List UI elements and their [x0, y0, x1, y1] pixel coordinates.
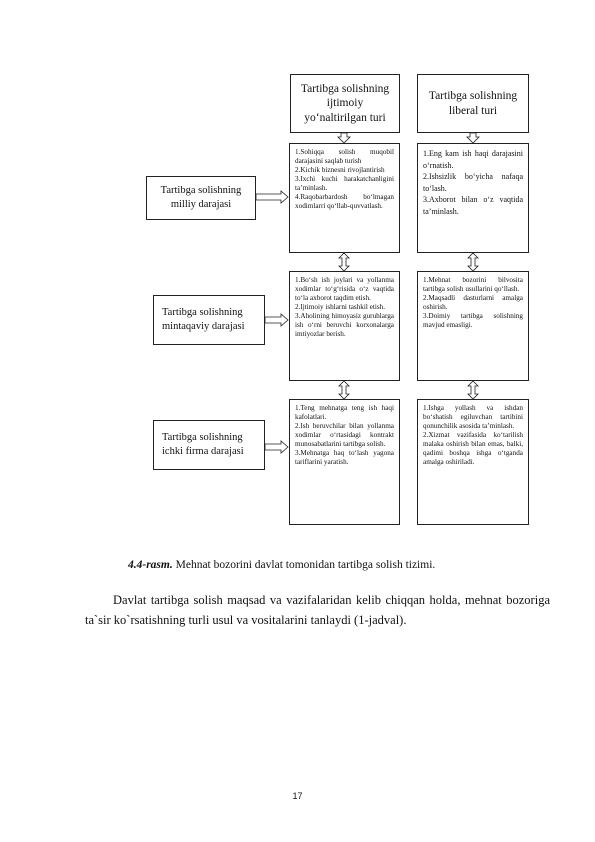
- cell-item: 2.Xizmat vazifasida ko‘tarilish malaka oshirish bilan emas, balki, qadimi boshqa ishga o‘tganda amalga oshiriladi.: [423, 431, 523, 466]
- arrow-right-regional: [265, 314, 288, 326]
- cell-item: 1.Ishga yollash va ishdan bo‘shatish egiluvchan tartibini qonunchilik asosida ta’minlash.: [423, 404, 523, 430]
- arrow-updown-liberal-1: [468, 253, 478, 271]
- figure-caption: [128, 559, 435, 571]
- level-national-text: Tartibga solishning milliy darajasi: [160, 185, 242, 210]
- header-social-type: [290, 74, 400, 133]
- arrow-right-firm: [265, 441, 288, 453]
- cell-national-social: [289, 143, 400, 253]
- cell-item: 3.Doimiy tartibga solishning mavjud emasligi.: [423, 312, 523, 329]
- header-social-text: Tartibga solishning ijtimoiy yo‘naltirilgan turi: [300, 82, 390, 124]
- cell-regional-liberal: [417, 271, 529, 381]
- figure-title: Mehnat bozorini davlat tomonidan tartibga solish tizimi.: [175, 559, 436, 571]
- arrow-down-social: [338, 133, 350, 143]
- arrow-updown-social-1: [339, 253, 349, 271]
- cell-item: 3.Ixchi kuchi harakatchanligini ta’minlash.: [295, 175, 394, 192]
- arrow-down-liberal: [467, 133, 479, 143]
- cell-item: 3.Axborot bilan o‘z vaqtida ta’minlash.: [423, 195, 523, 216]
- arrow-right-national: [256, 191, 288, 203]
- cell-item: 1.Eng kam ish haqi darajasini o‘rnatish.: [423, 149, 523, 170]
- level-firm-text: Tartibga solishning ichki firma darajasi: [162, 432, 244, 457]
- cell-firm-liberal: [417, 399, 529, 525]
- cell-item: 1.Sohiqqa solish muqobil darajasini saqlab turish: [295, 148, 394, 165]
- header-liberal-type: [417, 74, 529, 133]
- cell-item: 2.Ish beruvchilar bilan yollanma xodimlar o‘rtasidagi kontrakt munosabatlarini tartibga solish.: [295, 422, 394, 448]
- cell-item: 1.Mehnat bozorini bilvosita tartibga solish usullarini qo‘llash.: [423, 276, 523, 293]
- page-number: 17: [292, 791, 303, 801]
- level-regional-text: Tartibga solishning mintaqaviy darajasi: [162, 307, 245, 332]
- arrow-updown-liberal-2: [468, 381, 478, 399]
- cell-firm-social: [289, 399, 400, 525]
- cell-item: 4.Raqobarbardosh bo‘lmagan xodimlarri qo‘llab-quvvatlash.: [295, 193, 394, 210]
- level-regional: [153, 295, 265, 345]
- level-firm: [153, 420, 265, 470]
- body-paragraph: Davlat tartibga solish maqsad va vazifalaridan kelib chiqqan holda, mehnat bozoriga ta`sir ko`rsatishning turli usul va vositalarini tanlaydi (1-jadval).: [85, 593, 550, 627]
- level-national: [146, 176, 256, 220]
- cell-item: 3.Mehnatga haq to‘lash yagona tariflarini yaratish.: [295, 449, 394, 466]
- cell-item: 2.Ishsizlik bo‘yicha nafaqa to‘lash.: [423, 172, 523, 193]
- cell-national-liberal: [417, 143, 529, 253]
- cell-item: 3.Aholining himoyasiz guruhlarga ish o‘rni beruvchi korxonalarga imtiyozlar berish.: [295, 312, 394, 338]
- header-liberal-text: Tartibga solishning liberal turi: [428, 90, 518, 117]
- figure-number: 4.4-rasm.: [128, 559, 173, 571]
- cell-item: 1.Bo‘sh ish joylari va yollanma xodimlar to‘g‘risida o‘z vaqtida to‘la axborot taqdim etish.: [295, 276, 394, 302]
- cell-item: 2.Kichik biznesni rivojlantirish: [295, 166, 385, 174]
- cell-regional-social: [289, 271, 400, 381]
- arrow-updown-social-2: [339, 381, 349, 399]
- cell-item: 2.Maqsadli dasturlarni amalga oshirish.: [423, 294, 523, 311]
- cell-item: 1.Teng mehnatga teng ish haqi kafolatlari.: [295, 404, 394, 421]
- cell-item: 2.Ijtimoiy ishlarni tashkil etish.: [295, 303, 386, 311]
